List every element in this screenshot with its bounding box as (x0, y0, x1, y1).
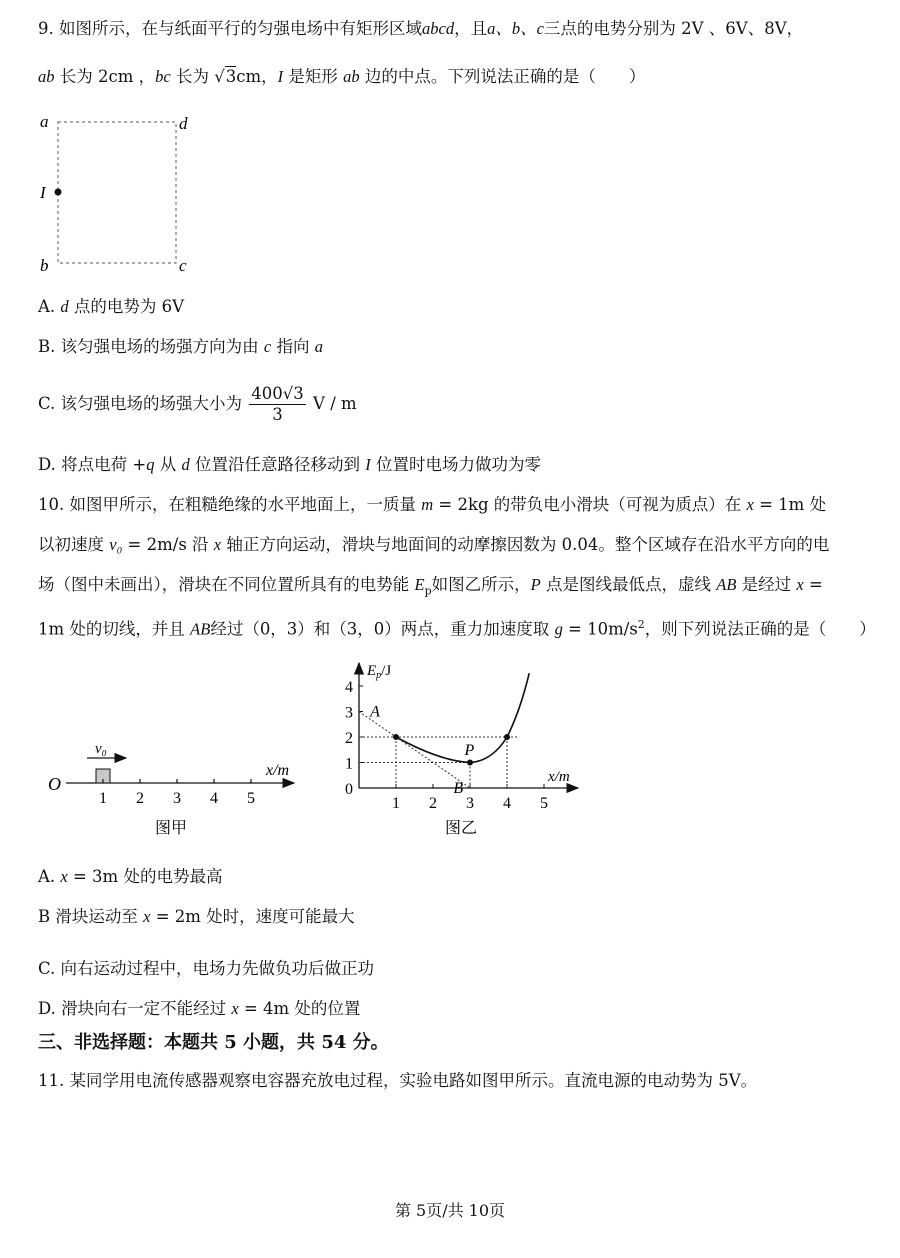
q10-text: = 2kg 的带负电小滑块（可视为质点）在 (433, 495, 747, 514)
q10-text: = 2m/s 沿 (122, 535, 214, 554)
data-point (467, 760, 473, 766)
tick-label: 5 (247, 790, 255, 807)
label-A: A (370, 703, 380, 721)
q10-text: 10. 如图甲所示，在粗糙绝缘的水平地面上，一质量 (38, 495, 422, 514)
q9-ab: ab (343, 67, 360, 86)
fraction (249, 384, 306, 425)
q9-option-c[interactable] (38, 383, 357, 425)
option-var: I (365, 455, 371, 474)
origin-label: 0 (345, 781, 353, 798)
fraction-denominator: 3 (272, 405, 283, 424)
q9-text: cm， (236, 67, 278, 86)
label-a: a (40, 112, 49, 131)
q10-stem-line4 (38, 614, 876, 641)
q10-text: 点是图线最低点，虚线 (540, 575, 717, 594)
q9-option-d[interactable] (38, 454, 541, 476)
option-unit: V / m (307, 394, 357, 413)
data-point (504, 734, 510, 740)
q9-text: 长为 2cm ， (54, 67, 156, 86)
q9-I: I (277, 67, 284, 86)
option-var: x (231, 999, 239, 1018)
q10-text: 如图乙所示， (431, 575, 531, 594)
option-text: A. (38, 867, 61, 886)
q9-text: 三点的电势分别为 2V 、6V、8V， (543, 19, 804, 38)
q9-bc: bc (155, 67, 171, 86)
q9-text: 长为 (170, 67, 215, 86)
sqrt-sign: √ (214, 67, 225, 86)
option-text: 点的电势为 6V (68, 297, 185, 316)
q10-text: = 1m 处 (753, 495, 827, 514)
option-var: d (181, 455, 190, 474)
q9-abc: a、b、c (487, 19, 544, 38)
q11-stem: 11. 某同学用电流传感器观察电容器充放电过程，实验电路如图甲所示。直流电源的电动势为 5V。 (38, 1071, 758, 1090)
label-B: B (453, 780, 464, 798)
q10-text: = (803, 575, 823, 594)
x-tick-label: 4 (503, 795, 511, 812)
q10-var: x (213, 535, 222, 554)
option-var: x (143, 907, 151, 926)
q10-option-b[interactable] (38, 906, 355, 928)
option-text: A. (38, 297, 61, 316)
option-text: D. 将点电荷 + (38, 455, 147, 474)
figure-jia (40, 735, 310, 840)
page-footer: 第 5页/共 10页 (394, 1201, 506, 1220)
q10-text: = 10m/s (562, 619, 638, 639)
label-d: d (179, 114, 188, 133)
q10-text: 1m 处的切线，并且 (38, 619, 191, 639)
option-text: = 4m 处的位置 (238, 999, 361, 1018)
point-I (55, 189, 62, 196)
tick-label: 1 (99, 790, 107, 807)
q9-text: ，且 (454, 19, 488, 38)
q10-option-c[interactable] (38, 958, 374, 980)
option-text: C. 向右运动过程中，电场力先做负功后做正功 (38, 959, 375, 978)
option-var: a (314, 337, 323, 356)
option-text: = 2m 处时，速度可能最大 (150, 907, 355, 926)
y-tick-label: 4 (345, 679, 353, 696)
q10-text: 场（图中未画出），滑块在不同位置所具有的电势能 (38, 575, 415, 594)
option-text: C. 该匀强电场的场强大小为 (38, 394, 248, 413)
q10-var: E (414, 575, 425, 594)
q9-stem-line1 (38, 18, 803, 40)
q9-text: 边的中点。下列说法正确的是（ ） (359, 67, 646, 86)
rect-abcd (58, 122, 176, 263)
tangent-AB (359, 712, 470, 789)
tick-label: 2 (136, 790, 144, 807)
q9-ab: ab (38, 67, 55, 86)
q9-option-b[interactable] (38, 336, 323, 358)
q9-option-a[interactable] (38, 296, 184, 318)
option-text: 指向 (271, 337, 315, 356)
q9-stem-line2 (38, 66, 645, 88)
q10-var: x (746, 495, 754, 514)
q10-option-d[interactable] (38, 998, 360, 1020)
option-text: 位置时电场力做功为零 (370, 455, 541, 474)
q10-sup: 2 (637, 618, 645, 631)
section-heading: 三、非选择题：本题共 5 小题，共 54 分。 (38, 1032, 389, 1053)
q9-text: 是矩形 (283, 67, 344, 86)
label-I: I (40, 183, 46, 202)
option-text: = 3m 处的电势最高 (67, 867, 223, 886)
label-c: c (179, 256, 187, 275)
q10-var: x (796, 575, 804, 594)
q10-stem-line3 (38, 574, 823, 602)
q9-text: 9. 如图所示，在与纸面平行的匀强电场中有矩形区域 (38, 19, 422, 38)
num-sqrt: √3 (282, 384, 304, 403)
option-text: B. 该匀强电场的场强方向为由 (38, 337, 264, 356)
data-point (393, 734, 399, 740)
option-var: d (60, 297, 69, 316)
num-text: 400 (251, 384, 283, 403)
q10-text: 以初速度 (38, 535, 110, 554)
option-var: x (60, 867, 68, 886)
option-text: 从 (154, 455, 182, 474)
origin-label: O (48, 774, 61, 794)
label-b: b (40, 256, 49, 275)
q10-text: 是经过 (736, 575, 797, 594)
label-P: P (464, 741, 475, 759)
option-var: c (263, 337, 272, 356)
sqrt-value: 3 (225, 67, 237, 86)
y-tick-label: 2 (345, 730, 353, 747)
fraction-numerator (249, 384, 306, 405)
tick-label: 4 (210, 790, 218, 807)
x-axis-label: x/m (548, 769, 570, 785)
caption-yi: 图乙 (445, 820, 478, 837)
y-axis-label: $E_p/J$ (367, 663, 392, 681)
axis-label: x/m (266, 762, 290, 779)
x-tick-label: 5 (540, 795, 548, 812)
q10-text: 经过（0，3）和（3，0）两点，重力加速度取 (210, 619, 555, 639)
q10-text: 轴正方向运动，滑块与地面间的动摩擦因数为 0.04。整个区域存在沿水平方向的电 (221, 535, 830, 554)
option-text: 位置沿任意路径移动到 (189, 455, 366, 474)
tick-label: 3 (173, 790, 181, 807)
option-text: B 滑块运动至 (38, 907, 144, 926)
q10-var: v₀ (109, 535, 123, 554)
option-text: D. 滑块向右一定不能经过 (38, 999, 232, 1018)
q10-sub: p (424, 584, 432, 598)
y-tick-label: 1 (345, 755, 353, 773)
x-tick-label: 2 (429, 795, 437, 812)
q9-rectangle-figure (34, 108, 204, 278)
q10-text: ，则下列说法正确的是（ ） (644, 619, 876, 639)
y-tick-label: 3 (345, 704, 353, 722)
caption-jia: 图甲 (155, 820, 188, 837)
q10-var: P (530, 575, 541, 594)
q10-var: AB (190, 619, 211, 639)
q10-option-a[interactable] (38, 866, 222, 888)
q10-var: m (421, 495, 434, 514)
ep-curve (396, 673, 529, 762)
q9-abcd: abcd (422, 19, 455, 38)
q10-stem-line1 (38, 494, 826, 516)
option-var: q (146, 455, 155, 474)
x-tick-label: 3 (466, 795, 474, 812)
q10-var: g (554, 619, 563, 639)
figure-yi-chart (340, 655, 590, 845)
q10-stem-line2 (38, 534, 829, 556)
v0-label: v₀ (95, 741, 107, 757)
x-tick-label: 1 (392, 795, 400, 812)
q10-var: AB (716, 575, 737, 594)
